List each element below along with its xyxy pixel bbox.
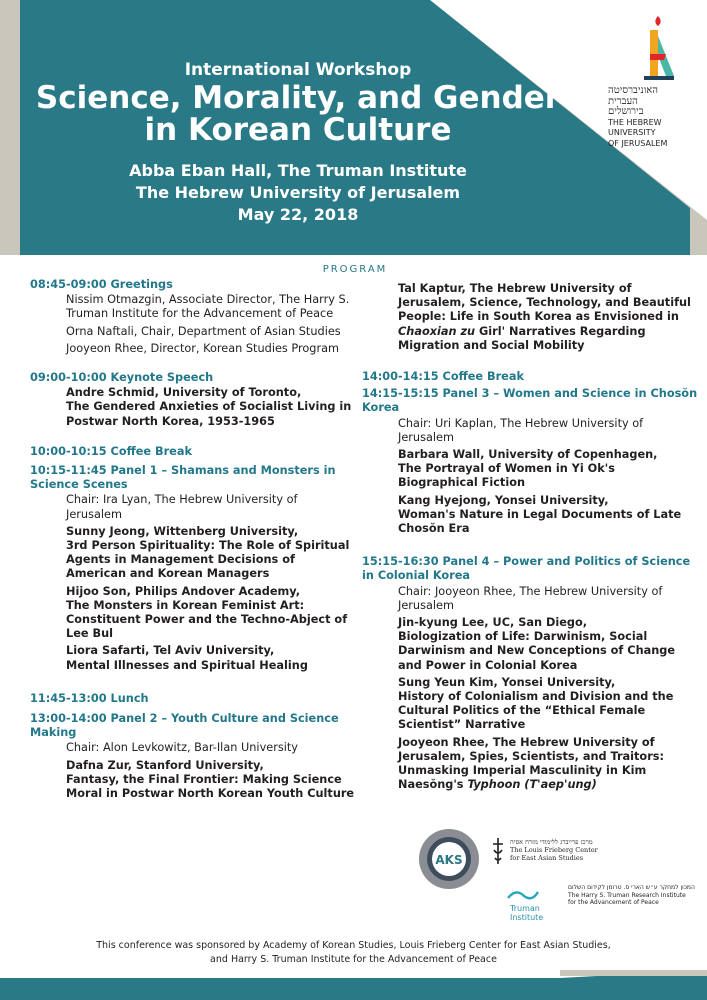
workshop-title (18, 82, 578, 146)
huji-english-1: THE HEBREW (608, 117, 662, 127)
aks-initials: AKS (435, 853, 463, 867)
coffee-break-1: 10:00-10:15 Coffee Break (30, 444, 192, 458)
panel-3-heading: 14:15-15:15 Panel 3 – Women and Science in Chosŏn Korea (362, 387, 698, 415)
frieberg-english-1: The Louis Frieberg Center (510, 846, 598, 854)
panel-2-continued (362, 282, 698, 353)
panel-4-speaker-3: Jooyeon Rhee, The Hebrew University of Jerusalem, Spies, Scientists, and Traitors: Unmasking Imperial Masculinity in Kim Naesŏng's Typhoon (T'aep'ung) (398, 735, 665, 792)
greetings-entries (30, 293, 356, 356)
truman-english-1: The Harry S. Truman Research Institute (568, 891, 686, 899)
panel-3-talk-2: Woman's Nature in Legal Documents of Late Chosŏn Era (398, 507, 682, 536)
panel-3-chair: Chair: Uri Kaplan, The Hebrew University of Jerusalem (398, 416, 644, 444)
title-line-1: Science, Morality, and Gender (35, 80, 561, 116)
huji-hebrew-3: בירושלים (608, 106, 644, 117)
panel-2-talk-1: Fantasy, the Final Frontier: Making Science Moral in Postwar North Korean Youth Culture (66, 772, 355, 801)
truman-logo-name-2: Institute (510, 913, 544, 922)
panel-2-speaker-1: Dafna Zur, Stanford University, (66, 758, 264, 772)
header-text (18, 60, 578, 226)
panel-1-entries (30, 493, 356, 672)
huji-hebrew-2: העברית (608, 95, 638, 107)
panel-1-talk-3: Mental Illnesses and Spiritual Healing (66, 658, 308, 672)
panel-1-chair: Chair: Ira Lyan, The Hebrew University of Jerusalem (66, 493, 298, 521)
event-date: May 22, 2018 (237, 205, 359, 224)
keynote-entries (30, 386, 356, 429)
frieberg-hebrew: מרכז פרייברג ללימודי מזרח אסיה (510, 838, 593, 846)
footer-line-2: and Harry S. Truman Institute for the Advancement of Peace (210, 954, 497, 965)
huji-english-2: UNIVERSITY (608, 128, 656, 137)
venue-line-1: Abba Eban Hall, The Truman Institute (129, 161, 467, 180)
truman-hebrew: המכון למחקר ע״ש הארי ס. טרומן לקידום השלום (568, 884, 695, 891)
panel-4-speaker-2: Sung Yeun Kim, Yonsei University, (398, 675, 616, 689)
panel-1-speaker-3: Liora Safarti, Tel Aviv University, (66, 644, 275, 658)
panel-4-talk-2: History of Colonialism and Division and the Cultural Politics of the “Ethical Female Scientist” Narrative (398, 690, 674, 732)
truman-logo-name-1: Truman (510, 904, 540, 913)
program-left-column (30, 278, 356, 804)
hebrew-university-logo-icon (640, 14, 680, 86)
panel-4-talk-1: Biologization of Life: Darwinism, Social Darwinism and New Conceptions of Change and Power in Colonial Korea (398, 630, 676, 672)
panel-2-chair: Chair: Alon Levkowitz, Bar-Ilan University (66, 741, 298, 755)
program-label: PROGRAM (322, 264, 388, 275)
panel-3-speaker-1: Barbara Wall, University of Copenhagen, (398, 448, 658, 462)
panel-4-entries (362, 585, 698, 793)
footer-line-1: This conference was sponsored by Academy of Korean Studies, Louis Frieberg Center for East Asian Studies, (96, 940, 611, 951)
panel-1-speaker-1: Sunny Jeong, Wittenberg University, (66, 524, 299, 538)
panel-2-entries (30, 741, 356, 801)
panel-1-talk-1: 3rd Person Spirituality: The Role of Spiritual Agents in Management Decisions of American and Korean Managers (66, 539, 350, 581)
truman-english-2: for the Advancement of Peace (568, 899, 659, 906)
panel-2-heading: 13:00-14:00 Panel 2 – Youth Culture and Science Making (30, 712, 339, 740)
huji-english-3: OF JERUSALEM (608, 138, 668, 148)
panel-1-heading: 10:15-11:45 Panel 1 – Shamans and Monsters in Science Scenes (30, 464, 336, 492)
huji-name (608, 86, 703, 149)
greetings-heading: 08:45-09:00 Greetings (30, 278, 173, 291)
panel-1-speaker-2: Hijoo Son, Philips Andover Academy, (66, 584, 301, 598)
panel-4-speaker-1: Jin-kyung Lee, UC, San Diego, (398, 616, 588, 630)
panel-2-speaker-2: Tal Kaptur, The Hebrew University of Jerusalem, Science, Technology, and Beautiful People: Life in South Korea as Envisioned in Chaoxian zu Girl' Narratives Regarding Migration and Social Mobility (398, 282, 691, 352)
truman-institute-text (568, 884, 695, 907)
greeting-entry: Orna Naftali, Chair, Department of Asian Studies (66, 324, 341, 338)
panel-1-talk-2: The Monsters in Korean Feminist Art: Constituent Power and the Techno-Abject of Lee Bul (66, 598, 348, 641)
panel-4-heading: 15:15-16:30 Panel 4 – Power and Politics of Science in Colonial Korea (362, 555, 691, 583)
frieberg-center-text (510, 838, 598, 862)
frieberg-english-2: for East Asian Studies (510, 854, 584, 862)
panel-3-entries (362, 417, 698, 537)
title-line-2: in Korean Culture (144, 112, 452, 148)
greeting-entry: Jooyeon Rhee, Director, Korean Studies Program (66, 341, 340, 355)
truman-institute-logo-icon (506, 886, 540, 902)
footer-band (0, 970, 707, 1000)
panel-3-speaker-2: Kang Hyejong, Yonsei University, (398, 493, 609, 507)
lunch: 11:45-13:00 Lunch (30, 691, 149, 705)
huji-hebrew-1: האוניברסיטה (608, 85, 659, 96)
coffee-break-2: 14:00-14:15 Coffee Break (362, 370, 524, 384)
academy-of-korean-studies-seal-icon (418, 828, 480, 890)
truman-logo-name (510, 904, 543, 922)
venue (18, 160, 578, 226)
keynote-speaker: Andre Schmid, University of Toronto, (66, 386, 302, 400)
panel-3-talk-1: The Portrayal of Women in Yi Ok's Biographical Fiction (398, 462, 615, 490)
frieberg-center-logo-icon (490, 836, 506, 866)
workshop-subtitle: International Workshop (184, 60, 412, 80)
sponsorship-footer (20, 939, 687, 967)
program-right-column (362, 281, 698, 796)
sponsor-logos (418, 828, 698, 938)
keynote-talk: The Gendered Anxieties of Socialist Living in Postwar North Korea, 1953-1965 (66, 400, 352, 428)
venue-line-2: The Hebrew University of Jerusalem (135, 183, 461, 202)
greeting-entry: Nissim Otmazgin, Associate Director, The Harry S. Truman Institute for the Advancement of Peace (66, 293, 350, 321)
panel-4-chair: Chair: Jooyeon Rhee, The Hebrew University of Jerusalem (398, 584, 663, 612)
keynote-heading: 09:00-10:00 Keynote Speech (30, 371, 214, 385)
